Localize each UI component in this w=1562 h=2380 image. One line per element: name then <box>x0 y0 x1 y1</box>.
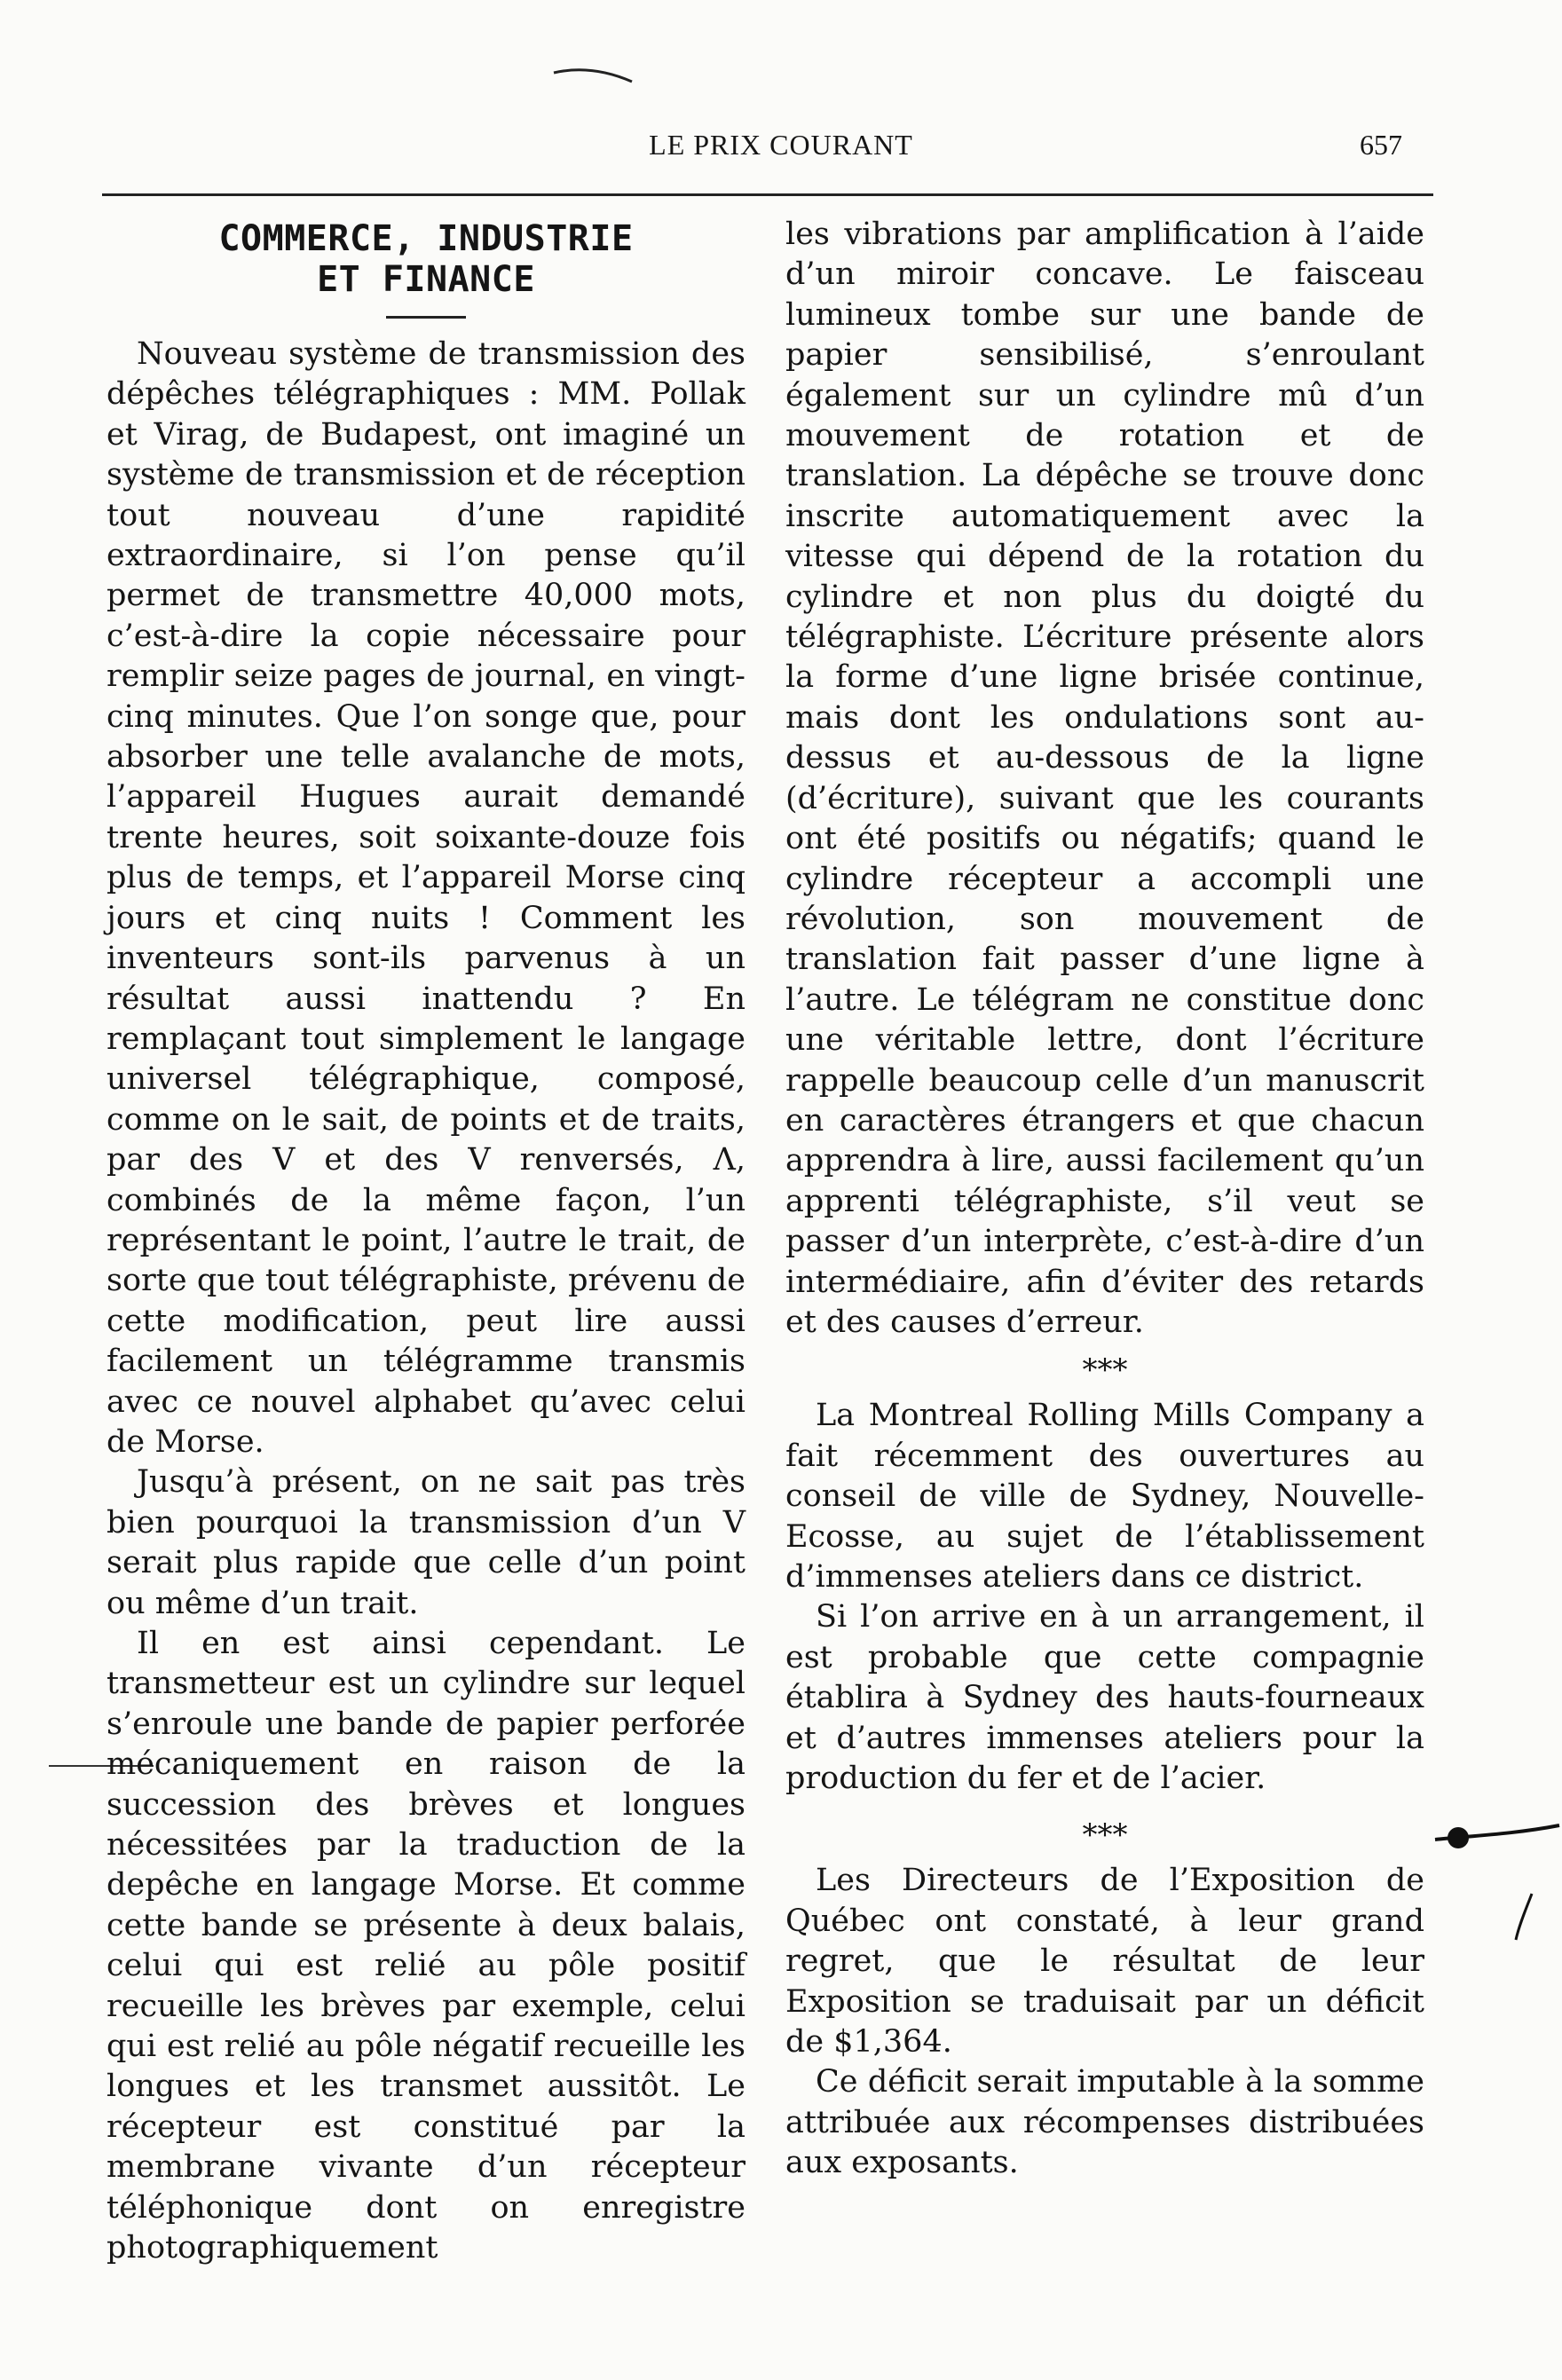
news-paragraph: Les Directeurs de l’Exposition de Québec ont constaté, à leur grand regret, que le résultat de leur Exposition se traduisait par un déficit de $1,364. <box>785 1863 1424 2061</box>
article-paragraph: Il en est ainsi cependant. Le transmetteur est un cylindre sur lequel s’enroule une bande de papier perforée mécaniquement en raison de la succession des brèves et longues nécessitées par la traduction de la depêche en langage Morse. Et comme cette bande se présente à deux balais, celui qui est relié au pôle positif recueille les brèves par exemple, celui qui est relié au pôle négatif recueille les longues et les transmet aussitôt. Le récepteur est constitué par la membrane vivante d’un récepteur téléphonique dont on enregistre photographiquement <box>106 1626 746 2266</box>
pen-mark-right <box>1509 1890 1544 1943</box>
header-rule <box>102 193 1433 196</box>
page-number: 657 <box>1360 129 1402 161</box>
section-separator: *** <box>1082 1817 1128 1854</box>
article-paragraph: Jusqu’à présent, on ne sait pas très bien pourquoi la transmission d’un V serait plus rapide que celle d’un point ou même d’un trait. <box>106 1464 746 1621</box>
left-column <box>106 215 746 2269</box>
ink-blot-right <box>1433 1815 1562 1859</box>
article-paragraph: Nouveau système de transmission des dépêches télégraphiques : MM. Pollak et Virag, de Budapest, ont imaginé un système de transmission et de réception tout nouveau d’une rapidité extraordinaire, si l’on pense qu’il permet de transmettre 40,000 mots, c’est-à-dire la copie nécessaire pour remplir seize pages de journal, en vingt-cinq minutes. Que l’on songe que, pour absorber une telle avalanche de mots, l’appareil Hugues aurait demandé trente heures, soit soixante-douze fois plus de temps, et l’appareil Morse cinq jours et cinq nuits ! Comment les inventeurs sont-ils parvenus à un résultat aussi inattendu ? En remplaçant tout simplement le langage universel télégraphique, composé, comme on le sait, de points et de traits, par des V et des V renversés, Λ, combinés de la même façon, l’un représentant le point, l’autre le trait, de sorte que tout télégraphiste, prévenu de cette modification, peut lire aussi facilement un télégramme transmis avec ce nouvel alphabet qu’avec celui de Morse. <box>106 336 746 1460</box>
section-separator: *** <box>1082 1352 1128 1389</box>
article-continuation: les vibrations par amplification à l’aide d’un miroir concave. Le faisceau lumineux tombe sur une bande de papier sensibilisé, s’enroulant également sur un cylindre mû d’un mouvement de rotation et de translation. La dépêche se trouve donc inscrite automatiquement avec la vitesse qui dépend de la rotation du cylindre et non plus du doigté du télégraphiste. L’écriture présente alors la forme d’une ligne brisée continue, mais dont les ondulations sont au-dessus et au-dessous de la ligne (d’écriture), suivant que les courants ont été positifs ou négatifs; quand le cylindre récepteur a accompli une révolution, son mouvement de translation fait passer d’une ligne à l’autre. Le télégram ne constitue donc une véritable lettre, dont l’écriture rappelle beaucoup celle d’un manuscrit en caractères étrangers et que chacun apprendra à lire, aussi facilement qu’un apprenti télégraphiste, s’il veut se passer d’un interprète, c’est-à-dire d’un intermédiaire, afin d’éviter des retards et des causes d’erreur. <box>785 217 1424 1340</box>
news-paragraph: Si l’on arrive en à un arrangement, il est probable que cette compagnie établira à Sydney des hauts-fourneaux et d’autres immenses ateliers pour la production du fer et de l’acier. <box>785 1599 1424 1797</box>
running-header-title: LE PRIX COURANT <box>649 129 913 161</box>
section-title <box>106 218 746 300</box>
section-title-line-1: COMMERCE, INDUSTRIE <box>218 218 634 259</box>
title-rule <box>386 316 466 319</box>
right-column <box>785 215 1424 2184</box>
news-paragraph: La Montreal Rolling Mills Company a fait récemment des ouvertures au conseil de ville de Sydney, Nouvelle-Ecosse, au sujet de l’établissement d’immenses ateliers dans ce district. <box>785 1398 1424 1595</box>
news-paragraph: Ce déficit serait imputable à la somme attribuée aux récompenses distribuées aux exposants. <box>785 2064 1424 2181</box>
pen-mark-top <box>550 62 639 89</box>
spacer <box>785 1799 1424 1808</box>
section-title-line-2: ET FINANCE <box>317 259 535 300</box>
